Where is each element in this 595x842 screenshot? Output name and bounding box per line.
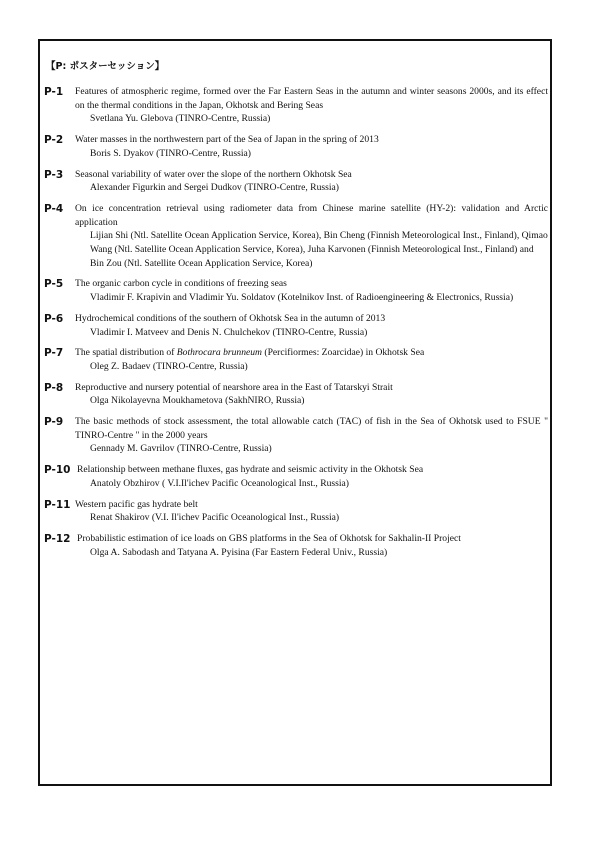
poster-entry xyxy=(44,85,552,126)
poster-title: Water masses in the northwestern part of the Sea of Japan in the spring of 2013 xyxy=(75,134,379,146)
poster-code: P-1 xyxy=(44,86,64,98)
poster-title: The organic carbon cycle in conditions of freezing seas xyxy=(75,278,287,290)
poster-code: P-2 xyxy=(44,134,64,147)
poster-title: Probabilistic estimation of ice loads on GBS platforms in the Sea of Okhotsk for Sakhalin-II Project xyxy=(77,532,461,544)
poster-authors: Lijian Shi (Ntl. Satellite Ocean Application Service, Korea), Bin Cheng (Finnish Meteorological Inst., Finland), Qimao Wang (Ntl. Satellite Ocean Application Service, Korea), Juha Karvonen (Finnish Meteorological Inst., Finland) and Bin Zou (Ntl. Satellite Ocean Application Service, Korea) xyxy=(90,230,548,269)
poster-code: P-5 xyxy=(44,278,64,291)
poster-title: Western pacific gas hydrate belt xyxy=(75,498,198,510)
poster-code: P-9 xyxy=(44,416,64,429)
poster-title-part: The spatial distribution of xyxy=(75,347,177,359)
section-heading: 【P: ポスターセッション】 xyxy=(46,61,165,72)
poster-code: P-10 xyxy=(44,464,71,477)
poster-title: Hydrochemical conditions of the southern of Okhotsk Sea in the autumn of 2013 xyxy=(75,312,386,324)
poster-authors: Svetlana Yu. Glebova (TINRO-Centre, Russia) xyxy=(90,113,271,125)
poster-code: P-8 xyxy=(44,381,64,394)
poster-authors: Alexander Figurkin and Sergei Dudkov (TINRO-Centre, Russia) xyxy=(90,182,339,194)
poster-entry xyxy=(44,168,552,195)
poster-authors: Vladimir I. Matveev and Denis N. Chulchekov (TINRO-Centre, Russia) xyxy=(90,326,368,338)
poster-entry xyxy=(44,498,552,525)
poster-authors: Anatoly Obzhirov ( V.I.Il'ichev Pacific Oceanological Inst., Russia) xyxy=(90,477,350,489)
poster-entry xyxy=(44,202,552,271)
poster-authors: Vladimir F. Krapivin and Vladimir Yu. Soldatov (Kotelnikov Inst. of Radioengineering & Electronics, Russia) xyxy=(90,292,514,304)
poster-authors: Renat Shakirov (V.I. Il'ichev Pacific Oceanological Inst., Russia) xyxy=(90,512,340,524)
poster-list xyxy=(44,85,552,566)
poster-authors: Oleg Z. Badaev (TINRO-Centre, Russia) xyxy=(90,360,248,372)
poster-entry xyxy=(44,346,552,373)
poster-authors: Olga Nikolayevna Moukhametova (SakhNIRO, Russia) xyxy=(90,395,305,407)
poster-code: P-12 xyxy=(44,532,71,545)
poster-entry xyxy=(44,415,552,456)
poster-entry xyxy=(44,312,552,339)
poster-code: P-11 xyxy=(44,498,71,511)
poster-title: Reproductive and nursery potential of nearshore area in the East of Tatarskyi Strait xyxy=(75,381,393,393)
poster-entry xyxy=(44,532,552,559)
poster-entry xyxy=(44,277,552,304)
poster-authors: Olga A. Sabodash and Tatyana A. Pyisina (Far Eastern Federal Univ., Russia) xyxy=(90,546,388,558)
poster-authors: Gennady M. Gavrilov (TINRO-Centre, Russia) xyxy=(90,443,272,455)
poster-title: The basic methods of stock assessment, the total allowable catch (TAC) of fish in the Sea of Okhotsk used to FSUE " TINRO-Centre " in the 2000 years xyxy=(75,416,548,441)
poster-title: Features of atmospheric regime, formed over the Far Eastern Seas in the autumn and winter seasons 2000s, and its effect on the thermal conditions in the Japan, Okhotsk and Bering Seas xyxy=(75,86,548,111)
poster-title-part: (Percifiormes: Zoarcidae) in Okhotsk Sea xyxy=(261,347,425,359)
poster-entry xyxy=(44,133,552,160)
species-name: Bothrocara brunneum xyxy=(176,347,262,359)
poster-title: On ice concentration retrieval using radiometer data from Chinese marine satellite (HY-2): validation and Arctic application xyxy=(75,202,548,228)
poster-entry xyxy=(44,463,552,490)
poster-code: P-4 xyxy=(44,202,64,215)
poster-entry xyxy=(44,381,552,408)
poster-authors: Boris S. Dyakov (TINRO-Centre, Russia) xyxy=(90,147,251,159)
poster-code: P-7 xyxy=(44,347,64,360)
poster-code: P-6 xyxy=(44,312,64,325)
poster-code: P-3 xyxy=(44,168,64,181)
poster-title: Seasonal variability of water over the slope of the northern Okhotsk Sea xyxy=(75,168,352,180)
poster-title xyxy=(75,346,548,360)
poster-title: Relationship between methane fluxes, gas hydrate and seismic activity in the Okhotsk Sea xyxy=(77,464,424,476)
